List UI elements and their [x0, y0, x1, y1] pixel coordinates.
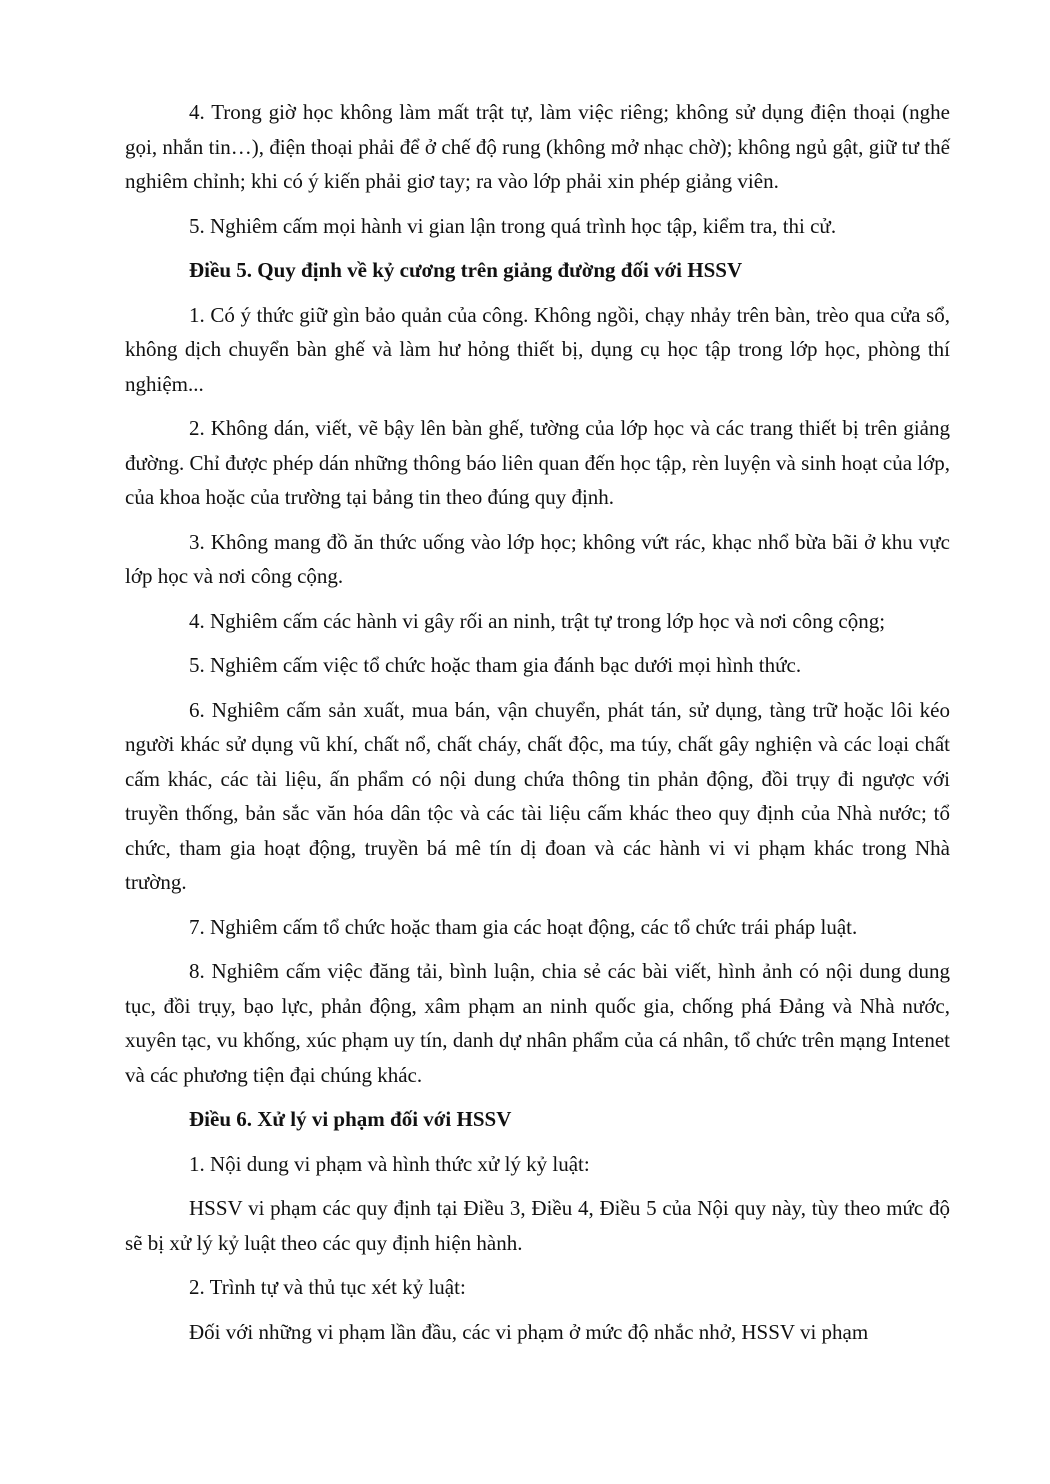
paragraph: HSSV vi phạm các quy định tại Điều 3, Điều 4, Điều 5 của Nội quy này, tùy theo mức độ sẽ bị xử lý kỷ luật theo các quy định hiện hành. [125, 1196, 950, 1255]
paragraph: 1. Nội dung vi phạm và hình thức xử lý kỷ luật: [189, 1151, 590, 1176]
paragraph: 4. Nghiêm cấm các hành vi gây rối an ninh, trật tự trong lớp học và nơi công cộng; [189, 608, 886, 633]
paragraph: 8. Nghiêm cấm việc đăng tải, bình luận, chia sẻ các bài viết, hình ảnh có nội dung dung tục, đồi trụy, bạo lực, phản động, xâm phạm an ninh quốc gia, chống phá Đảng và Nhà nước, xuyên tạc, vu khống, xúc phạm uy tín, danh dự nhân phẩm của cá nhân, tổ chức trên mạng Intenet và các phương tiện đại chúng khác. [125, 959, 950, 1087]
document-page [125, 95, 950, 1349]
paragraph: 1. Có ý thức giữ gìn bảo quản của công. Không ngồi, chạy nhảy trên bàn, trèo qua cửa sổ, không dịch chuyển bàn ghế và làm hư hỏng thiết bị, dụng cụ học tập trong lớp học, phòng thí nghiệm... [125, 302, 950, 396]
paragraph: 5. Nghiêm cấm việc tổ chức hoặc tham gia đánh bạc dưới mọi hình thức. [189, 653, 802, 677]
paragraph: 7. Nghiêm cấm tổ chức hoặc tham gia các hoạt động, các tổ chức trái pháp luật. [189, 914, 858, 939]
paragraph: 2. Không dán, viết, vẽ bậy lên bàn ghế, tường của lớp học và các trang thiết bị trên giảng đường. Chỉ được phép dán những thông báo liên quan đến học tập, rèn luyện và sinh hoạt của lớp, của khoa hoặc của trường tại bảng tin theo đúng quy định. [125, 416, 950, 509]
paragraph: 5. Nghiêm cấm mọi hành vi gian lận trong quá trình học tập, kiểm tra, thi cử. [189, 213, 837, 238]
paragraph: 6. Nghiêm cấm sản xuất, mua bán, vận chuyển, phát tán, sử dụng, tàng trữ hoặc lôi kéo người khác sử dụng vũ khí, chất nổ, chất cháy, chất độc, ma túy, chất gây nghiện và các loại chất cấm khác, các tài liệu, ấn phẩm có nội dung chứa thông tin phản động, đồi trụy đi ngược với truyền thống, bản sắc văn hóa dân tộc và các tài liệu cấm khác theo quy định của Nhà nước; tổ chức, tham gia hoạt động, truyền bá mê tín dị đoan và các hành vi vi phạm khác trong Nhà trường. [125, 697, 950, 894]
paragraph: 2. Trình tự và thủ tục xét kỷ luật: [189, 1275, 466, 1299]
paragraph: 3. Không mang đồ ăn thức uống vào lớp học; không vứt rác, khạc nhổ bừa bãi ở khu vực lớp học và nơi công cộng. [125, 529, 950, 588]
article-heading: Điều 5. Quy định về kỷ cương trên giảng đường đối với HSSV [189, 258, 743, 282]
paragraph: 4. Trong giờ học không làm mất trật tự, làm việc riêng; không sử dụng điện thoại (nghe gọi, nhắn tin…), điện thoại phải để ở chế độ rung (không mở nhạc chờ); không ngủ gật, giữ tư thế nghiêm chỉnh; khi có ý kiến phải giơ tay; ra vào lớp phải xin phép giảng viên. [125, 100, 950, 193]
paragraph: Đối với những vi phạm lần đầu, các vi phạm ở mức độ nhắc nhở, HSSV vi phạm [189, 1319, 869, 1344]
article-heading: Điều 6. Xử lý vi phạm đối với HSSV [189, 1107, 512, 1131]
